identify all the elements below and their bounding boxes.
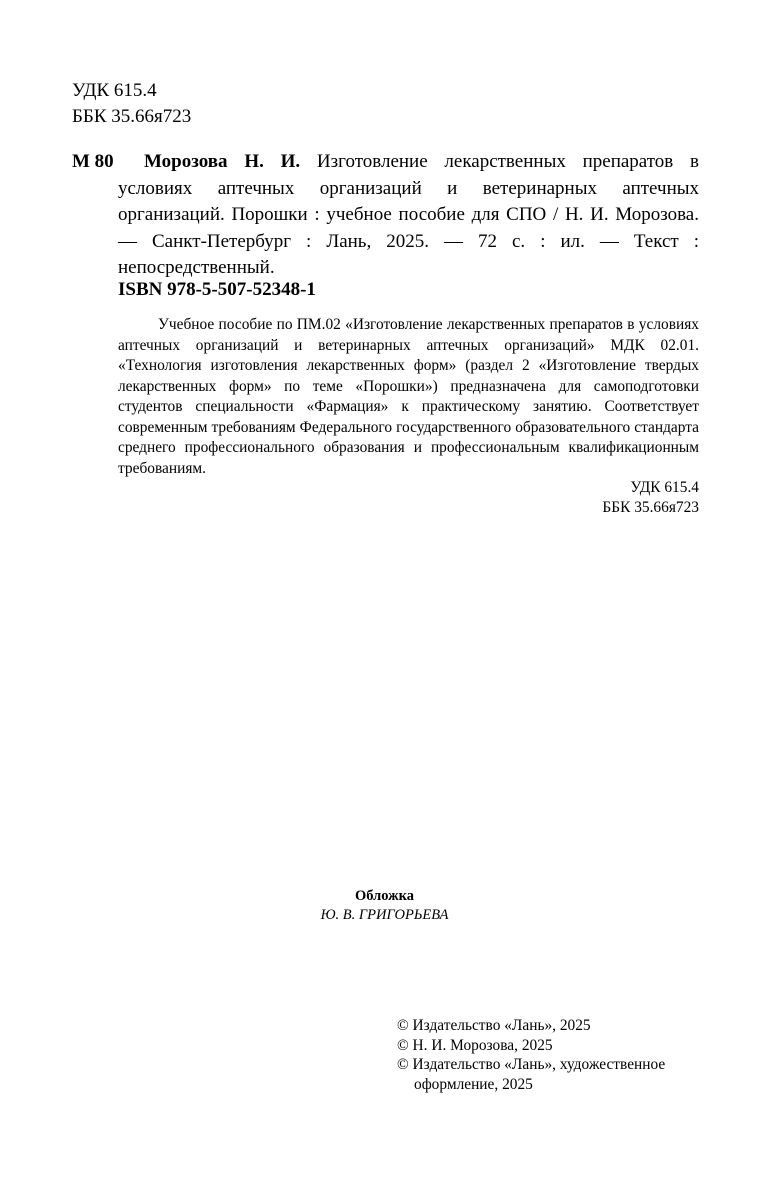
copyright-line: © Н. И. Морозова, 2025 [397, 1036, 553, 1054]
bibliographic-text: Изготовление лекарственных препаратов в условиях аптечных организаций и ветеринарных аптечных организаций. Порошки : учебное пособие для СПО / Н. И. Морозова. — Санкт-Петербург : Лань, 2025. — 72 с. : ил. — Текст : непосредственный. [118, 151, 699, 278]
author-name: Морозова Н. И. [144, 151, 301, 172]
copyright-block [397, 1016, 707, 1094]
classification-codes-right [602, 478, 699, 518]
udk-code: УДК 615.4 [72, 80, 157, 101]
bibliographic-record [72, 149, 699, 282]
bbk-code-right: ББК 35.66я723 [602, 499, 699, 516]
isbn: ISBN 978-5-507-52348-1 [118, 279, 316, 300]
annotation: Учебное пособие по ПМ.02 «Изготовление лекарственных препаратов в условиях аптечных организаций и ветеринарных аптечных организаций» МДК 02.01. «Технология изготовления лекарственных форм» (раздел 2 «Изготовление твердых лекарственных форм» по теме «Порошки») предназначена для самоподготовки студентов специальности «Фармация» к практическому занятию. Соответствует современным требованиям Федерального государственного образовательного стандарта среднего профессионального образования и профессиональным квалификационным требованиям. [118, 316, 699, 477]
cover-credit [0, 887, 769, 925]
cover-label: Обложка [354, 888, 415, 904]
bbk-code: ББК 35.66я723 [72, 106, 192, 127]
udk-code-right: УДК 615.4 [630, 479, 699, 496]
cover-designer: Ю. В. ГРИГОРЬЕВА [320, 907, 449, 923]
copyright-line: © Издательство «Лань», 2025 [397, 1017, 591, 1034]
bibliographic-description [118, 149, 699, 282]
copyright-line: © Издательство «Лань», художественное оформление, 2025 [397, 1056, 666, 1093]
classification-codes-top [72, 78, 191, 130]
author-mark: М 80 [72, 151, 114, 172]
